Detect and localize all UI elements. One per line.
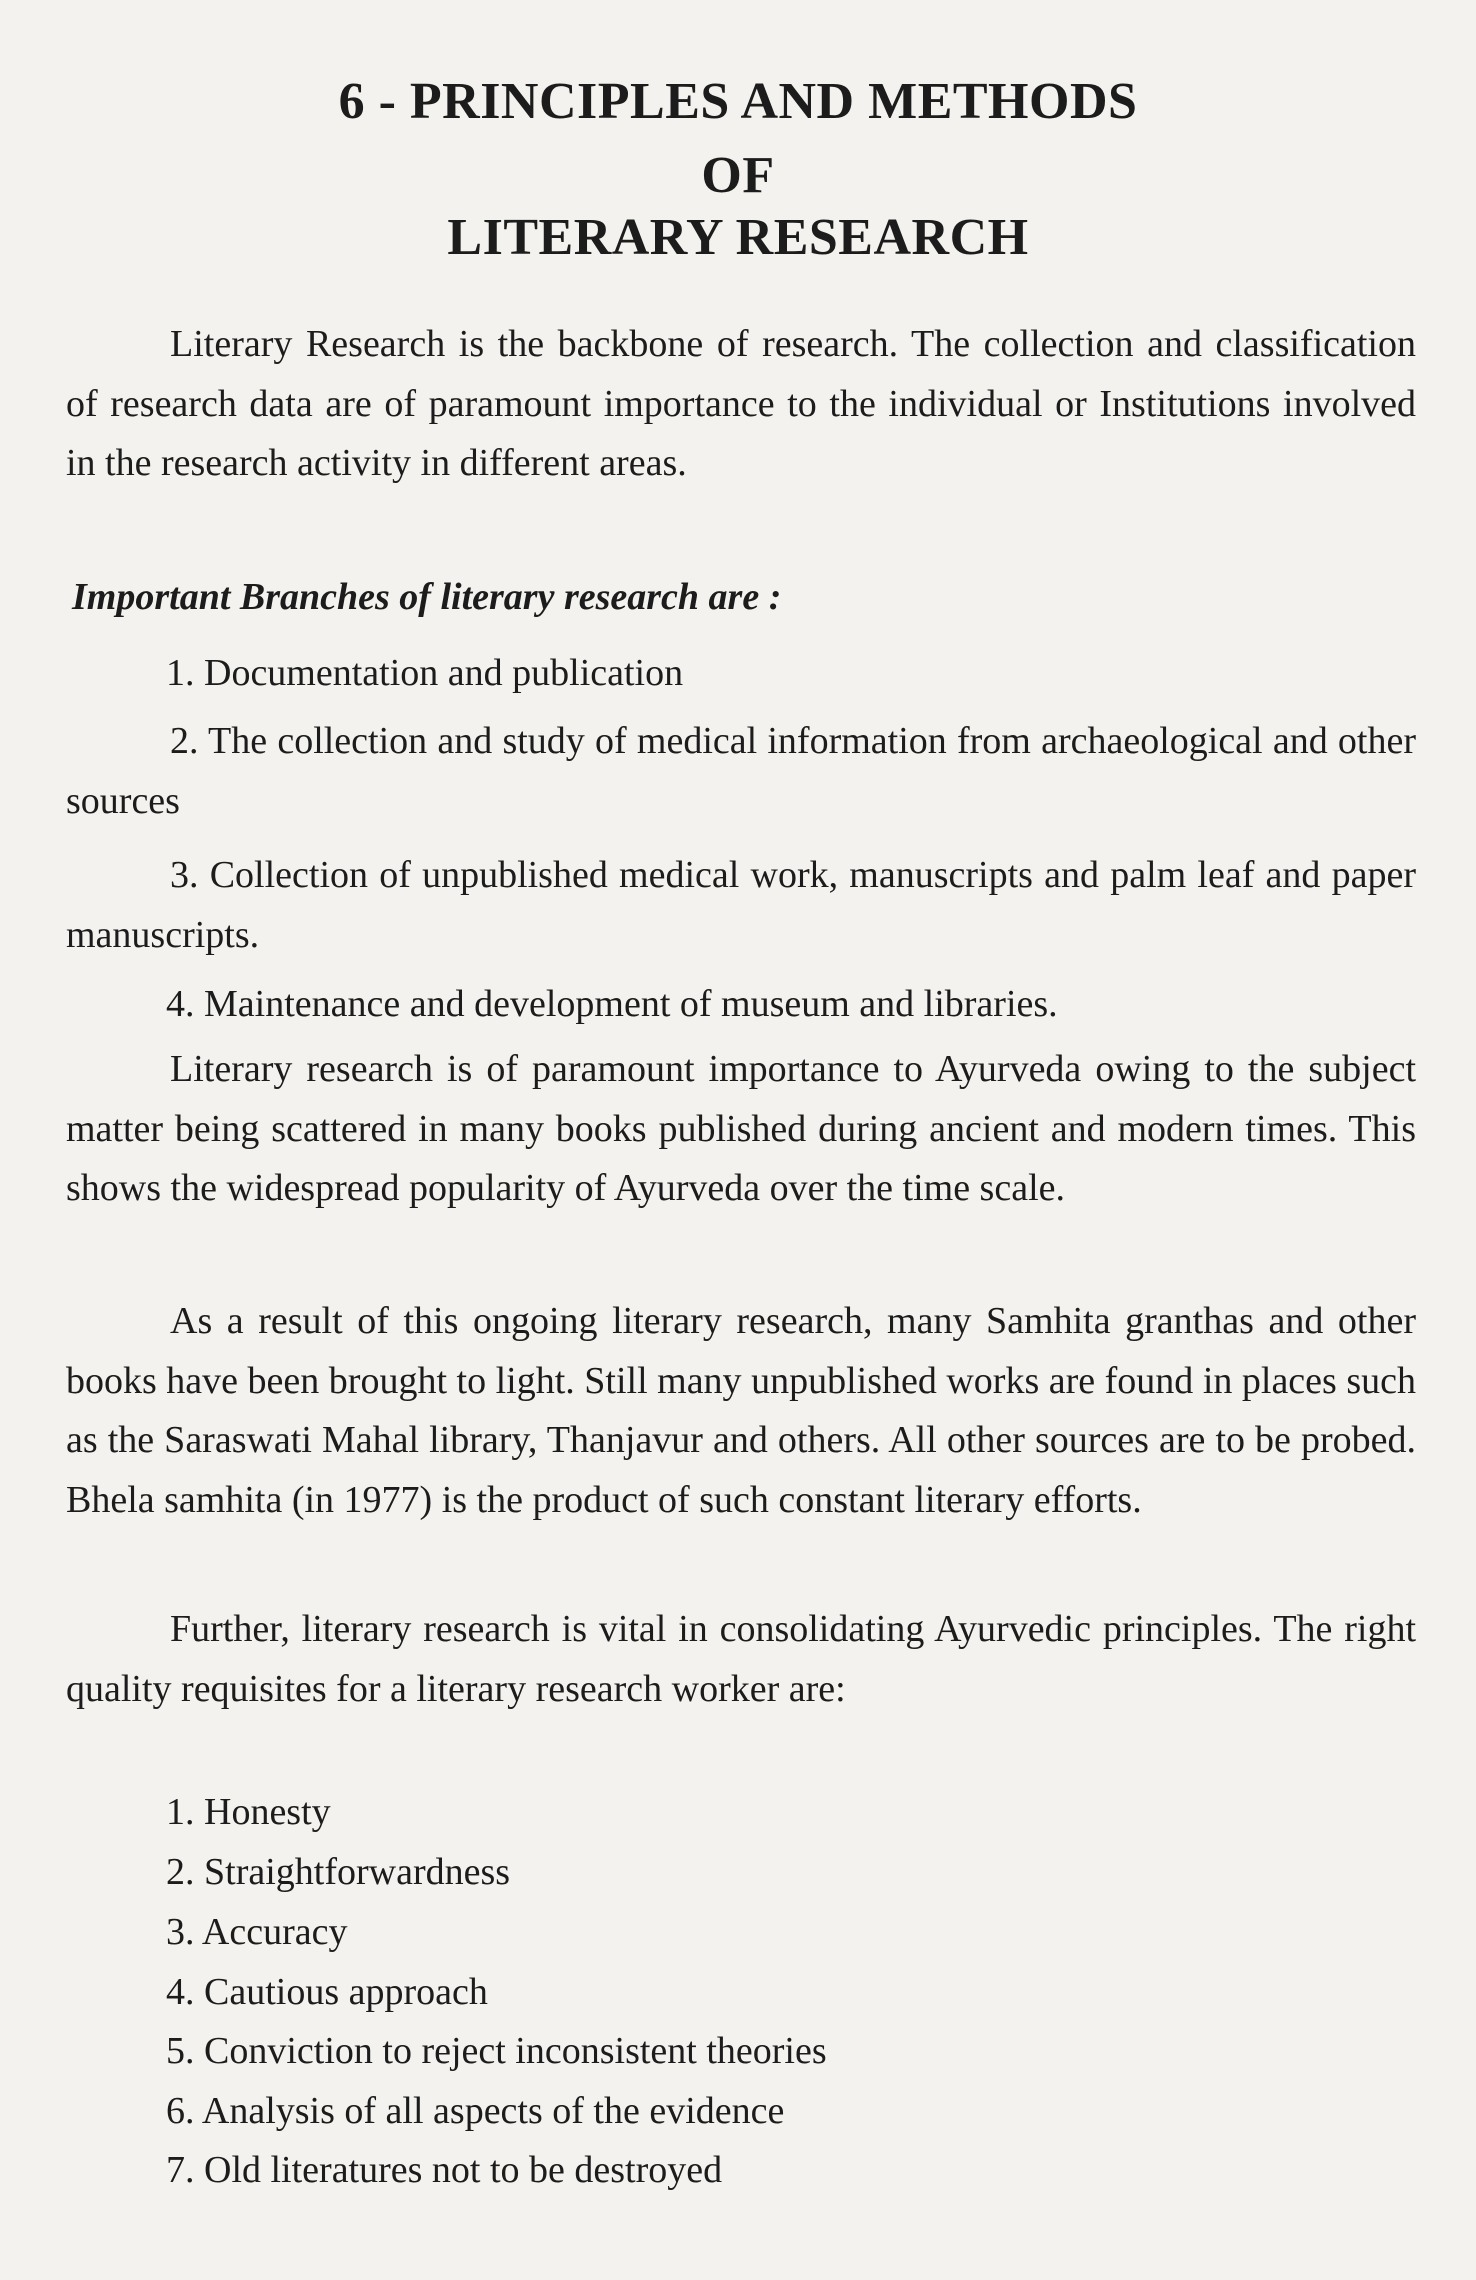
- branch-item-1: 1. Documentation and publication: [166, 652, 684, 694]
- branch-item-4: 4. Maintenance and development of museum and libraries.: [166, 983, 1058, 1025]
- quality-item-2: 2. Straightforwardness: [166, 1851, 511, 1893]
- quality-item-7: 7. Old literatures not to be destroyed: [166, 2149, 723, 2191]
- branches-heading: Important Branches of literary research are :: [72, 576, 782, 618]
- chapter-title-line-1: 6 - PRINCIPLES AND METHODS: [338, 73, 1138, 130]
- quality-item-5: 5. Conviction to reject inconsistent theories: [166, 2030, 827, 2072]
- further-paragraph: Further, literary research is vital in consolidating Ayurvedic principles. The right quality requisites for a literary research worker are:: [66, 1608, 1416, 1710]
- importance-paragraph: Literary research is of paramount importance to Ayurveda owing to the subject matter being scattered in many books published during ancient and modern times. This shows the widespread popularity of Ayurveda over the time scale.: [66, 1048, 1416, 1209]
- result-paragraph: As a result of this ongoing literary research, many Samhita granthas and other books have been brought to light. Still many unpublished works are found in places such as the Saraswati Mahal library, Thanjavur and others. All other sources are to be probed. Bhela samhita (in 1977) is the product of such constant literary efforts.: [66, 1300, 1416, 1521]
- branch-item-2: 2. The collection and study of medical information from archaeological and other sources: [66, 720, 1416, 822]
- branch-item-3: 3. Collection of unpublished medical work, manuscripts and palm leaf and paper manuscripts.: [66, 854, 1416, 956]
- chapter-title-line-3: LITERARY RESEARCH: [447, 209, 1029, 266]
- chapter-title-line-2: OF: [701, 147, 775, 204]
- quality-item-3: 3. Accuracy: [166, 1911, 348, 1953]
- intro-paragraph: Literary Research is the backbone of research. The collection and classification of research data are of paramount importance to the individual or Institutions involved in the research activity in different areas.: [66, 323, 1416, 484]
- quality-item-6: 6. Analysis of all aspects of the evidence: [166, 2090, 785, 2132]
- quality-item-1: 1. Honesty: [166, 1791, 331, 1833]
- quality-item-4: 4. Cautious approach: [166, 1971, 488, 2013]
